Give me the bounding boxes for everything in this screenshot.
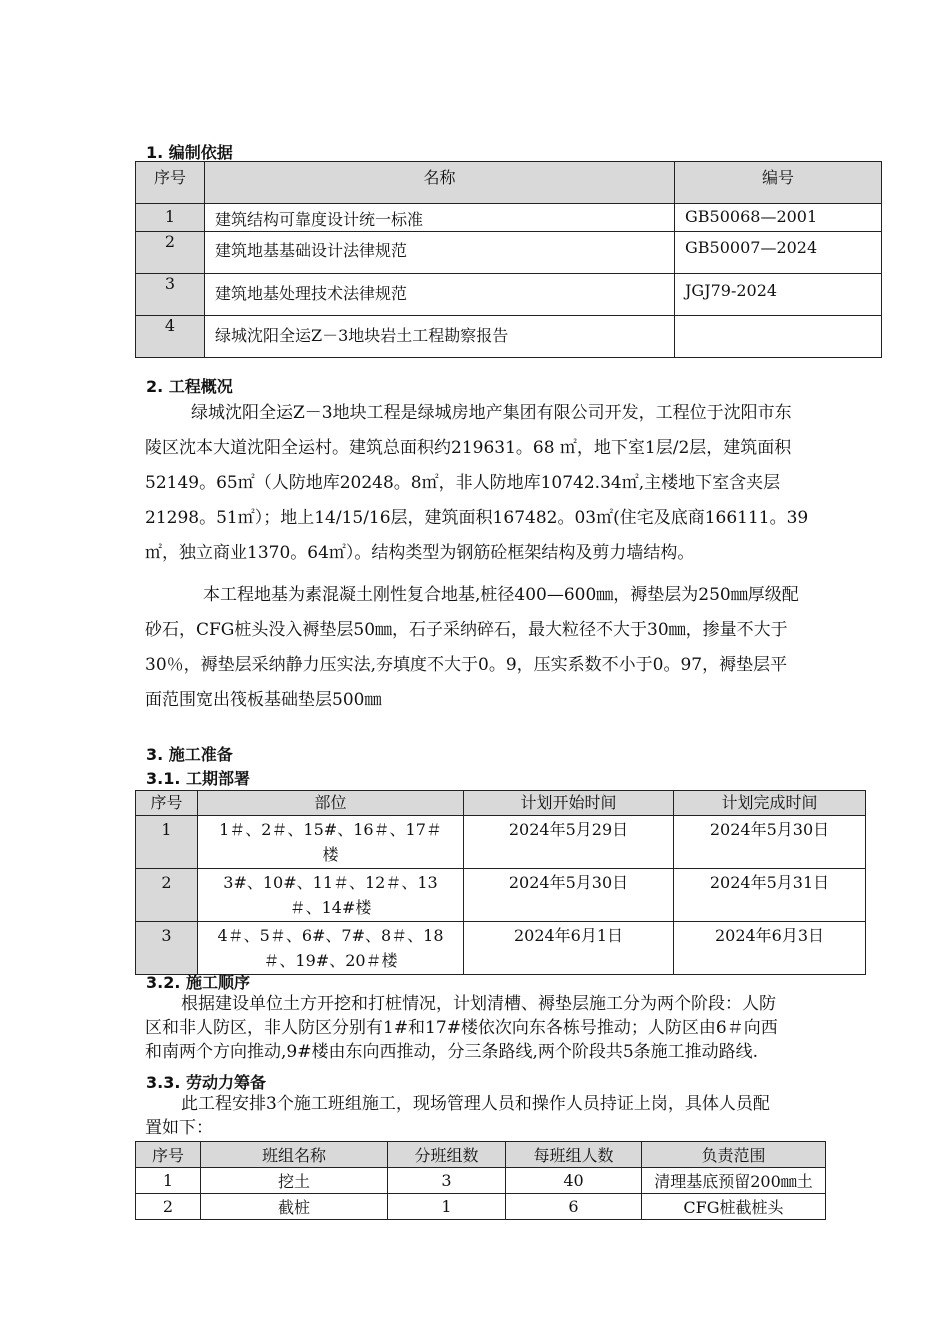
header-cell: 负责范围 (642, 1142, 826, 1168)
text-line: ㎡，独立商业1370。64㎡）。结构类型为钢筋砼框架结构及剪力墙结构。 (145, 543, 695, 563)
responsibility: CFG桩截桩头 (642, 1194, 826, 1220)
header-cell: 每班组人数 (506, 1142, 642, 1168)
people-per-team: 40 (506, 1168, 642, 1194)
row-index: 4 (136, 316, 205, 358)
standard-name: 建筑地基基础设计法律规范 (205, 232, 675, 274)
row-index: 3 (136, 922, 198, 975)
header-cell: 编号 (675, 162, 882, 204)
row-index: 2 (136, 232, 205, 274)
project-overview-paragraph-2 (145, 578, 865, 718)
row-index: 2 (136, 1194, 201, 1220)
header-cell: 序号 (136, 1142, 201, 1168)
team-count: 1 (388, 1194, 506, 1220)
labor-preparation-paragraph (145, 1092, 865, 1140)
header-cell: 序号 (136, 162, 205, 204)
text-line: 和南两个方向推动,9#楼由东向西推动，分三条路线,两个阶段共5条施工推动路线. (145, 1042, 759, 1062)
start-date: 2024年5月30日 (464, 869, 674, 922)
text-line: 根据建设单位土方开挖和打桩情况，计划清槽、褥垫层施工分为两个阶段：人防 (181, 994, 776, 1014)
text-line: 砂石，CFG桩头没入褥垫层50㎜，石子采纳碎石，最大粒径不大于30㎜，掺量不大于 (145, 620, 788, 640)
header-cell: 名称 (205, 162, 675, 204)
row-index: 3 (136, 274, 205, 316)
section-3-1-heading: 3.1. 工期部署 (146, 769, 250, 788)
location-line: 4＃、5＃、6#、7#、8＃、18 (217, 926, 444, 945)
location-line: ＃、14#楼 (289, 898, 372, 917)
standard-code (675, 316, 882, 358)
construction-sequence-paragraph (145, 992, 865, 1064)
table-row (136, 922, 866, 975)
standard-code: JGJ79-2024 (675, 274, 882, 316)
end-date: 2024年5月30日 (674, 816, 866, 869)
table-row (136, 816, 866, 869)
building-location (198, 922, 464, 975)
header-cell: 计划完成时间 (674, 791, 866, 816)
responsibility: 清理基底预留200㎜土 (642, 1168, 826, 1194)
building-location (198, 816, 464, 869)
row-index: 1 (136, 1168, 201, 1194)
section-3-3-heading: 3.3. 劳动力筹备 (146, 1073, 266, 1092)
text-line: 绿城沈阳全运Z－3地块工程是绿城房地产集团有限公司开发，工程位于沈阳市东 (191, 403, 792, 423)
text-line: 面范围宽出筏板基础垫层500㎜ (145, 690, 382, 710)
labor-table (135, 1141, 826, 1220)
row-index: 1 (136, 816, 198, 869)
row-index: 1 (136, 204, 205, 232)
end-date: 2024年6月3日 (674, 922, 866, 975)
reference-standards-table (135, 161, 882, 358)
text-line: 本工程地基为素混凝土刚性复合地基,桩径400—600㎜，褥垫层为250㎜厚级配 (203, 585, 799, 605)
table-row (136, 232, 882, 274)
team-count: 3 (388, 1168, 506, 1194)
project-overview-paragraph-1 (145, 396, 865, 571)
header-cell: 计划开始时间 (464, 791, 674, 816)
table-header-row (136, 1142, 826, 1168)
standard-name: 建筑结构可靠度设计统一标准 (205, 204, 675, 232)
end-date: 2024年5月31日 (674, 869, 866, 922)
text-line: 置如下： (145, 1118, 213, 1138)
table-row (136, 204, 882, 232)
table-row (136, 1168, 826, 1194)
standard-name: 建筑地基处理技术法律规范 (205, 274, 675, 316)
table-header-row (136, 162, 882, 204)
section-3-heading: 3. 施工准备 (146, 745, 233, 764)
text-line: 30％，褥垫层采纳静力压实法,夯填度不大于0。9，压实系数不小于0。97，褥垫层平 (145, 655, 788, 675)
start-date: 2024年6月1日 (464, 922, 674, 975)
team-name: 挖土 (201, 1168, 388, 1194)
text-line: 陵区沈本大道沈阳全运村。建筑总面积约219631。68 ㎡，地下室1层/2层，建筑面积 (145, 438, 792, 458)
schedule-table (135, 790, 866, 975)
table-row (136, 869, 866, 922)
location-line: 1＃、2＃、15#、16＃、17＃ (219, 820, 442, 839)
table-row (136, 1194, 826, 1220)
building-location (198, 869, 464, 922)
header-cell: 部位 (198, 791, 464, 816)
people-per-team: 6 (506, 1194, 642, 1220)
table-row (136, 316, 882, 358)
section-1-heading: 1. 编制依据 (146, 143, 233, 162)
row-index: 2 (136, 869, 198, 922)
standard-name: 绿城沈阳全运Z－3地块岩土工程勘察报告 (205, 316, 675, 358)
text-line: 此工程安排3个施工班组施工，现场管理人员和操作人员持证上岗，具体人员配 (181, 1094, 770, 1114)
text-line: 52149。65㎡（人防地库20248。8㎡，非人防地库10742.34㎡,主楼地下室含夹层 (145, 473, 781, 493)
location-line: ＃、19#、20＃楼 (263, 951, 398, 970)
location-line: 3#、10#、11＃、12＃、13 (223, 873, 438, 892)
text-line: 21298。51㎡）；地上14/15/16层，建筑面积167482。03㎡(住宅及底商166111。39 (145, 508, 809, 528)
header-cell: 分班组数 (388, 1142, 506, 1168)
location-line: 楼 (322, 845, 339, 864)
standard-code: GB50068—2001 (675, 204, 882, 232)
section-3-2-heading: 3.2. 施工顺序 (146, 973, 250, 992)
standard-code: GB50007—2024 (675, 232, 882, 274)
text-line: 区和非人防区，非人防区分别有1#和17#楼依次向东各栋号推动；人防区由6＃向西 (145, 1018, 778, 1038)
header-cell: 序号 (136, 791, 198, 816)
start-date: 2024年5月29日 (464, 816, 674, 869)
header-cell: 班组名称 (201, 1142, 388, 1168)
section-2-heading: 2. 工程概况 (146, 377, 233, 396)
team-name: 截桩 (201, 1194, 388, 1220)
table-row (136, 274, 882, 316)
table-header-row (136, 791, 866, 816)
